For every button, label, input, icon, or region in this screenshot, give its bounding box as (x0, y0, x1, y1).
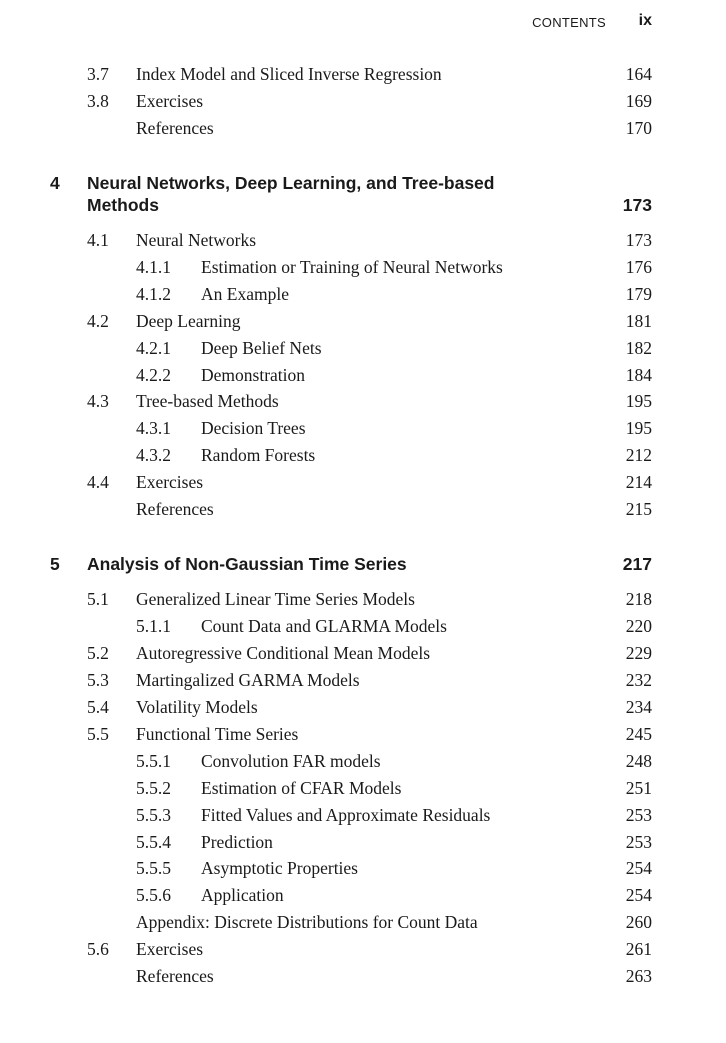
toc-chapter-5[interactable]: 5 Analysis of Non-Gaussian Time Series 217 (50, 554, 652, 574)
toc-entry-5-6[interactable]: 5.6 Exercises 261 (87, 939, 652, 959)
toc-entry-5-2[interactable]: 5.2 Autoregressive Conditional Mean Models 229 (87, 643, 652, 663)
toc-entry-5-3[interactable]: 5.3 Martingalized GARMA Models 232 (87, 670, 652, 690)
toc-entry-5-4[interactable]: 5.4 Volatility Models 234 (87, 697, 652, 717)
toc-entry-references-ch3[interactable]: References 170 (136, 118, 652, 138)
toc-entry-4-4[interactable]: 4.4 Exercises 214 (87, 472, 652, 492)
toc-entry-4-3-2[interactable]: 4.3.2 Random Forests 212 (136, 445, 652, 465)
toc-entry-4-2[interactable]: 4.2 Deep Learning 181 (87, 311, 652, 331)
toc-entry-references-ch5[interactable]: References 263 (136, 966, 652, 986)
toc-entry-5-5[interactable]: 5.5 Functional Time Series 245 (87, 724, 652, 744)
toc-entry-5-5-2[interactable]: 5.5.2 Estimation of CFAR Models 251 (136, 778, 652, 798)
toc-entry-4-2-2[interactable]: 4.2.2 Demonstration 184 (136, 365, 652, 385)
toc-entry-appendix-ch5[interactable]: Appendix: Discrete Distributions for Count Data 260 (136, 912, 652, 932)
toc-entry-3-8[interactable]: 3.8 Exercises 169 (87, 91, 652, 111)
header-page-number: ix (638, 12, 652, 29)
header-section-label: CONTENTS (532, 15, 606, 30)
toc-entry-5-5-5[interactable]: 5.5.5 Asymptotic Properties 254 (136, 858, 652, 878)
toc-entry-5-1-1[interactable]: 5.1.1 Count Data and GLARMA Models 220 (136, 616, 652, 636)
toc-entry-4-2-1[interactable]: 4.2.1 Deep Belief Nets 182 (136, 338, 652, 358)
toc-entry-4-3[interactable]: 4.3 Tree-based Methods 195 (87, 391, 652, 411)
running-header (0, 12, 726, 32)
toc-entry-4-1[interactable]: 4.1 Neural Networks 173 (87, 230, 652, 250)
toc-entry-4-1-2[interactable]: 4.1.2 An Example 179 (136, 284, 652, 304)
toc-entry-5-5-3[interactable]: 5.5.3 Fitted Values and Approximate Residuals 253 (136, 805, 652, 825)
toc-entry-5-5-1[interactable]: 5.5.1 Convolution FAR models 248 (136, 751, 652, 771)
toc-entry-5-5-4[interactable]: 5.5.4 Prediction 253 (136, 832, 652, 852)
toc-entry-5-1[interactable]: 5.1 Generalized Linear Time Series Models 218 (87, 589, 652, 609)
toc-entry-4-3-1[interactable]: 4.3.1 Decision Trees 195 (136, 418, 652, 438)
toc-entry-3-7[interactable]: 3.7 Index Model and Sliced Inverse Regression 164 (87, 64, 652, 84)
toc-entry-5-5-6[interactable]: 5.5.6 Application 254 (136, 885, 652, 905)
toc-entry-references-ch4[interactable]: References 215 (136, 499, 652, 519)
toc-chapter-4[interactable]: 4 Neural Networks, Deep Learning, and Tree-based Methods 173 (50, 173, 652, 215)
toc-entry-4-1-1[interactable]: 4.1.1 Estimation or Training of Neural Networks 176 (136, 257, 652, 277)
